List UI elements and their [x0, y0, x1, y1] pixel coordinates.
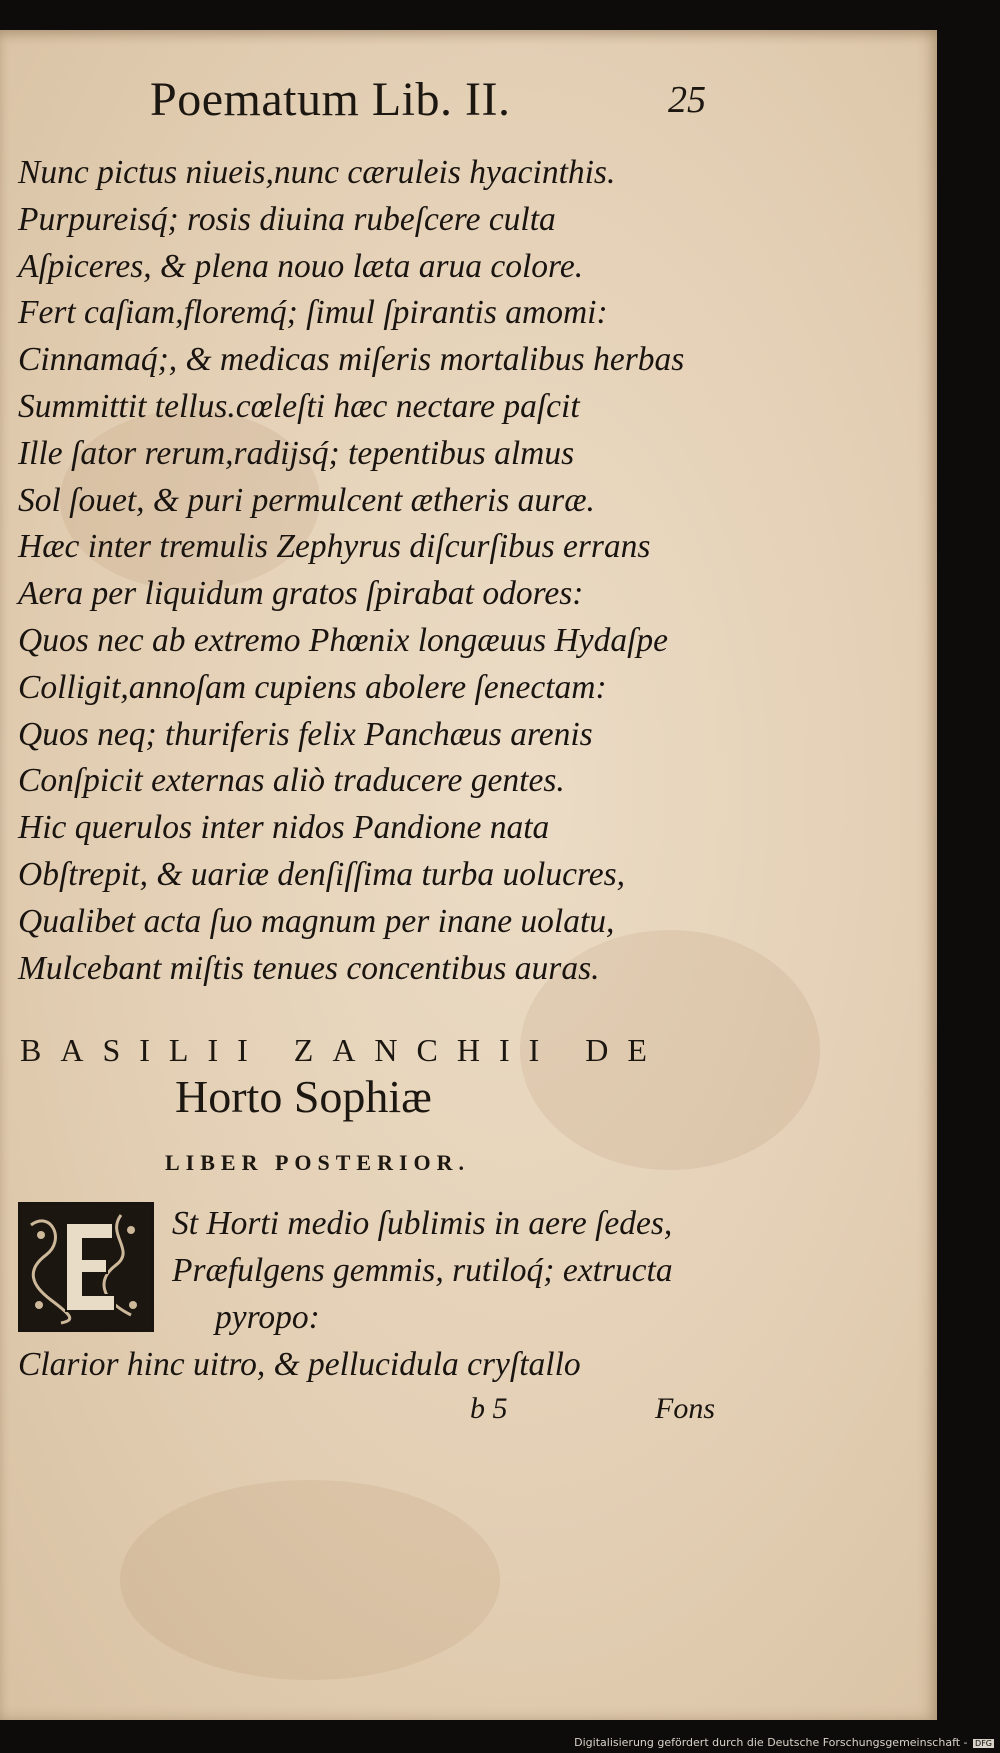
body-line: St Horti medio ſublimis in aere ſedes,	[172, 1205, 673, 1242]
verse-line: Summittit tellus.cœleſti hæc nectare paſcit	[18, 387, 580, 425]
verse-line: Aſpiceres, & plena nouo læta arua colore.	[18, 247, 584, 285]
dfg-logo: DFG	[975, 1738, 992, 1748]
verse-line: Colligit,annoſam cupiens abolere ſenectam:	[18, 668, 607, 706]
body-line: Clarior hinc uitro, & pellucidula cryſtallo	[18, 1346, 581, 1383]
verse-line: Quos neq; thuriferis felix Panchæus arenis	[18, 715, 593, 753]
verse-block	[18, 150, 738, 992]
page-number: 25	[668, 79, 706, 121]
verse-line: Purpureisq́; rosis diuina rubeſcere culta	[18, 200, 556, 238]
credit-text: Digitalisierung gefördert durch die Deutsche Forschungsgemeinschaft -	[574, 1736, 968, 1749]
verse-line: Conſpicit externas aliò traducere gentes.	[18, 762, 565, 800]
section-subtitle: LIBER POSTERIOR.	[165, 1150, 471, 1175]
verse-line: Quos nec ab extremo Phœnix longæuus Hydaſpe	[18, 621, 669, 659]
verse-line: Mulcebant miſtis tenues concentibus auras.	[18, 949, 600, 987]
paper-stain	[120, 1480, 500, 1680]
section-title-line1: BASILII ZANCHII DE	[20, 1032, 666, 1068]
verse-line: Obſtrepit, & uariæ denſiſſima turba uolucres,	[18, 855, 626, 893]
verse-line: Sol ſouet, & puri permulcent ætheris auræ.	[18, 481, 595, 519]
verse-line: Cinnamaq́;, & medicas miſeris mortalibus herbas	[18, 341, 685, 379]
catchword: Fons	[655, 1392, 715, 1425]
verse-line: Hæc inter tremulis Zephyrus diſcurſibus errans	[18, 528, 651, 566]
verse-line: Ille ſator rerum,radijsq́; tepentibus almus	[18, 434, 575, 472]
verse-line: Qualibet acta ſuo magnum per inane uolatu,	[18, 902, 615, 940]
verse-line: Aera per liquidum gratos ſpirabat odores:	[18, 575, 584, 613]
verse-line: Hic querulos inter nidos Pandione nata	[18, 809, 550, 847]
signature-mark: b 5	[470, 1392, 508, 1425]
decorated-initial-e-icon	[18, 1202, 154, 1332]
verse-line: Fert caſiam,floremq́; ſimul ſpirantis amomi:	[18, 294, 608, 332]
digitization-credit	[574, 1736, 994, 1749]
verse-line: Nunc pictus niueis,nunc cæruleis hyacinthis.	[18, 154, 616, 191]
running-header: Poematum Lib. II.	[150, 73, 511, 126]
body-line: Præfulgens gemmis, rutiloq́; extructa	[172, 1252, 673, 1289]
body-line: pyropo:	[215, 1299, 320, 1336]
section-title-line2: Horto Sophiæ	[175, 1071, 432, 1122]
